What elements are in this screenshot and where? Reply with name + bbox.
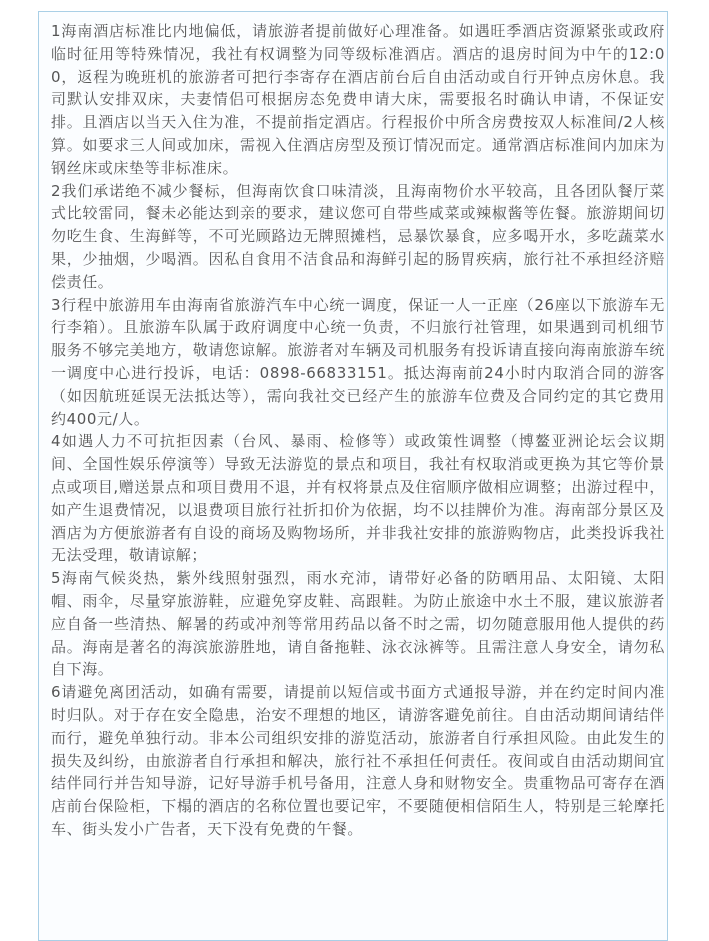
notice-paragraph-force-majeure: 4如遇人力不可抗拒因素（台风、暴雨、检修等）或政策性调整（博鳌亚洲论坛会议期间、全国性娱乐停演等）导致无法游览的景点和项目，我社有权取消或更换为其它等价景点或项目,赠送景点和项目费用不退，并有权将景点及住宿顺序做相应调整；出游过程中，如产生退费情况，以退费项目旅行社折扣价为依据，均不以挂牌价为准。海南部分景区及酒店为方便旅游者有自设的商场及购物场所，并非我社安排的旅游购物店，此类投诉我社无法受理，敬请谅解； (51, 432, 665, 565)
notice-content (51, 20, 665, 841)
notice-paragraph-meals: 2我们承诺绝不减少餐标，但海南饮食口味清淡，且海南物价水平较高，且各团队餐厅菜式比较雷同，餐未必能达到亲的要求，建议您可自带些咸菜或辣椒酱等佐餐。旅游期间切勿吃生食、生海鲜等，不可光顾路边无牌照摊档，忌暴饮暴食，应多喝开水，多吃蔬菜水果，少抽烟，少喝酒。因私自食用不洁食品和海鲜引起的肠胃疾病，旅行社不承担经济赔偿责任。 (51, 181, 665, 291)
notice-paragraph-safety: 6请避免离团活动，如确有需要，请提前以短信或书面方式通报导游，并在约定时间内准时归队。对于存在安全隐患，治安不理想的地区，请游客避免前往。自由活动期间请结伴而行，避免单独行动。非本公司组织安排的游览活动，旅游者自行承担风险。由此发生的损失及纠纷，由旅游者自行承担和解决，旅行社不承担任何责任。夜间或自由活动期间宜结伴同行并告知导游，记好导游手机号备用，注意人身和财物安全。贵重物品可寄存在酒店前台保险柜，下榻的酒店的名称位置也要记牢，不要随便相信陌生人，特别是三轮摩托车、街头发小广告者，天下没有免费的午餐。 (51, 683, 665, 838)
notice-paragraph-hotel: 1海南酒店标准比内地偏低，请旅游者提前做好心理准备。如遇旺季酒店资源紧张或政府临时征用等特殊情况，我社有权调整为同等级标准酒店。酒店的退房时间为中午的12:00，返程为晚班机的旅游者可把行李寄存在酒店前台后自由活动或自行开钟点房休息。我司默认安排双床，夫妻情侣可根据房态免费申请大床，需要报名时确认申请，不保证安排。且酒店以当天入住为准，不提前指定酒店。行程报价中所含房费按双人标准间/2人核算。如要求三人间或加床，需视入住酒店房型及预订情况而定。通常酒店标准间内加床为钢丝床或床垫等非标准床。 (51, 22, 665, 177)
notice-paragraph-climate: 5海南气候炎热，紫外线照射强烈，雨水充沛，请带好必备的防晒用品、太阳镜、太阳帽、雨伞，尽量穿旅游鞋，应避免穿皮鞋、高跟鞋。为防止旅途中水土不服，建议旅游者应自备一些清热、解暑的药或冲剂等常用药品以备不时之需，切勿随意服用他人提供的药品。海南是著名的海滨旅游胜地，请自备拖鞋、泳衣泳裤等。且需注意人身安全，请勿私自下海。 (51, 569, 665, 679)
notice-paragraph-transport: 3行程中旅游用车由海南省旅游汽车中心统一调度，保证一人一正座（26座以下旅游车无行李箱）。且旅游车队属于政府调度中心统一负责，不归旅行社管理，如果遇到司机细节服务不够完美地方，敬请您谅解。旅游者对车辆及司机服务有投诉请直接向海南旅游车统一调度中心进行投诉，电话：0898-66833151。抵达海南前24小时内取消合同的游客（如因航班延误无法抵达等），需向我社交已经产生的旅游车位费及合同约定的其它费用约400元/人。 (51, 295, 665, 428)
